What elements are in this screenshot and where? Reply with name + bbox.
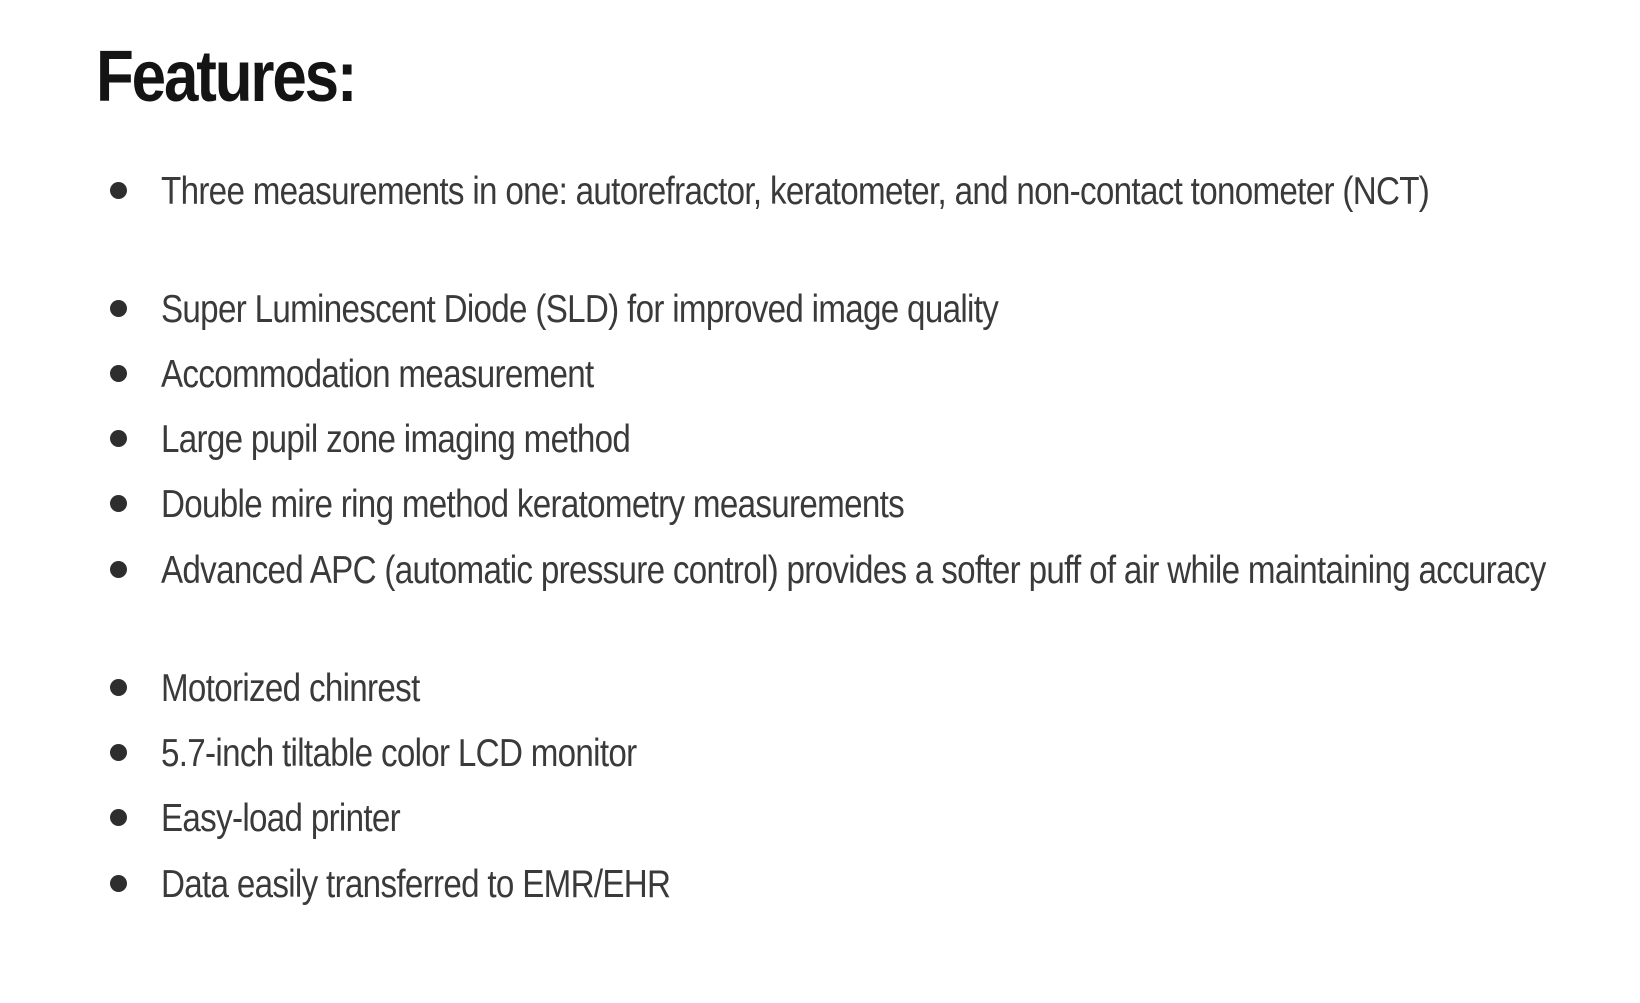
bullet-icon	[110, 809, 127, 826]
feature-text: Motorized chinrest	[161, 667, 420, 710]
feature-text: Accommodation measurement	[161, 353, 594, 396]
bullet-icon	[110, 300, 127, 317]
bullet-icon	[110, 561, 127, 578]
feature-text: Advanced APC (automatic pressure control) provides a softer puff of air while maintaining accuracy	[161, 549, 1546, 592]
bullet-icon	[110, 679, 127, 696]
bullet-icon	[110, 875, 127, 892]
feature-text: Easy-load printer	[161, 797, 401, 840]
bullet-icon	[110, 182, 127, 199]
bullet-icon	[110, 744, 127, 761]
feature-text: Three measurements in one: autorefractor, keratometer, and non-contact tonometer (NCT)	[161, 170, 1430, 213]
feature-text: Large pupil zone imaging method	[161, 418, 631, 461]
bullet-icon	[110, 430, 127, 447]
features-heading: Features:	[96, 37, 356, 117]
feature-text: 5.7-inch tiltable color LCD monitor	[161, 732, 637, 775]
bullet-icon	[110, 365, 127, 382]
feature-text: Data easily transferred to EMR/EHR	[161, 863, 671, 906]
feature-text: Double mire ring method keratometry measurements	[161, 483, 905, 526]
feature-text: Super Luminescent Diode (SLD) for improved image quality	[161, 288, 999, 331]
bullet-icon	[110, 495, 127, 512]
